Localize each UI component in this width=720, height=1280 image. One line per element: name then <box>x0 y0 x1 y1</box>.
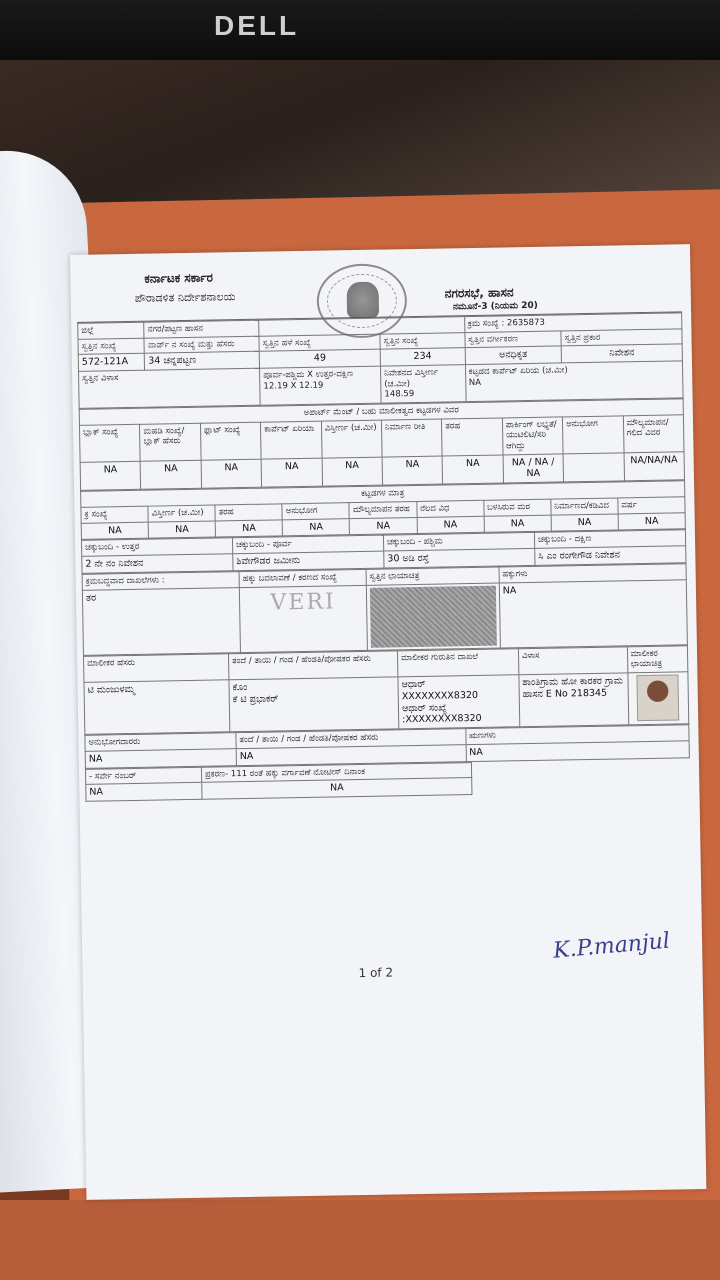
form-number: ನಮೂನೆ-3 (ನಿಯಮ 20) <box>452 300 538 313</box>
property-photo <box>370 585 497 647</box>
department-title: ಪೌರಾಡಳಿತ ನಿರ್ದೇಶನಾಲಯ <box>134 290 236 305</box>
table-header: ಮಾಲೀಕರ ಗುರುತಿನ ದಾಖಲೆ <box>398 648 519 676</box>
table-cell: NA <box>442 454 503 484</box>
id-type-2: ಆಧಾರ್ ಸಂಖ್ಯೆ <box>401 701 447 714</box>
id-number-2: :XXXXXXXX8320 <box>402 713 482 726</box>
survey-number-value: NA <box>86 783 202 802</box>
site-area-cell <box>380 365 465 403</box>
table-header: - ಸರ್ವೇ ನಂಬರ್ <box>85 767 201 785</box>
documents-table <box>82 563 688 655</box>
table-header: ತಂದೆ / ತಾಯಿ / ಗಂಡ / ಹೆಂಡತಿ/ಪೋಷಕರ ಹೆಸರು <box>236 729 466 749</box>
boundary-south: ಸಿ ಎಂ ರಂಗೇಗೌಡ ನಿವೇಶನ <box>535 546 686 566</box>
owner-photo-cell <box>627 672 688 726</box>
table-header: ತರಹ <box>442 418 503 456</box>
table-cell: NA <box>551 513 618 531</box>
document-header <box>76 252 682 323</box>
table-header: ಫ್ಲಾಟ್ ಸಂಖ್ಯೆ <box>200 422 261 460</box>
building-section-title: ಕಟ್ಟಡಗಳ ಮಾತ್ರ <box>81 481 685 507</box>
table-header: ವರ್ಷ <box>618 497 685 514</box>
table-header: ತಂದೆ / ತಾಯಿ / ಗಂಡ / ಹೆಂಡತಿ/ಪೋಷಕರ ಹೆಸರು <box>228 650 398 679</box>
government-title: ಕರ್ನಾಟಕ ಸರ್ಕಾರ <box>144 270 214 286</box>
property-document <box>70 244 706 1200</box>
relation-type: ಕೊಂ <box>232 681 248 693</box>
relative-name: ಕೆ ಟಿ ಪ್ರಭಾಕರ್ <box>232 693 279 705</box>
table-cell: NA <box>322 457 383 487</box>
boundary-north-label: ಚಕ್ಕುಬಂದಿ - ಉತ್ತರ <box>81 538 232 556</box>
table-header: ವಿಳಾಸ <box>518 646 627 674</box>
owner-relation-cell <box>229 677 399 732</box>
verify-watermark <box>239 585 367 652</box>
signature: K.P.manjul <box>552 928 671 964</box>
rights-value: NA <box>499 579 687 647</box>
property-number: 572-121A <box>78 353 145 371</box>
serial-number: ಕ್ರಮ ಸಂಖ್ಯೆ : 2635873 <box>464 313 682 332</box>
table-cell: NA <box>81 522 148 540</box>
table-header: ಋಣಗಳು <box>465 725 689 745</box>
table-header: ಅನುಭೋಗ <box>282 503 349 520</box>
table-header: ನಿರ್ಮಾಣದ/ಕಡಿವಿದ <box>551 498 618 515</box>
owner-id-cell <box>398 674 520 729</box>
table-header: ಬ್ಲಾಕ್ ಸಂಖ್ಯೆ <box>79 424 140 462</box>
table-cell: NA <box>282 518 349 536</box>
boundary-south-label: ಚಕ್ಕುಬಂದಿ - ದಕ್ಷಿಣ <box>534 530 685 548</box>
table-header: ಕಾರ್ಪೆಟ್ ಏರಿಯಾ <box>261 421 322 459</box>
table-cell: NA <box>618 512 685 530</box>
property-address-label: ಸ್ವತ್ತಿನ ವಿಳಾಸ <box>79 368 261 408</box>
ward-name: ಚನ್ನಪಟ್ಟಣ <box>163 355 197 367</box>
owner-photo <box>637 674 680 721</box>
table-row <box>82 579 687 655</box>
table-cell: NA <box>140 460 201 490</box>
table-cell: NA / NA / NA <box>503 453 564 483</box>
table-header: ಮಾಲೀಕರ ಛಾಯಾಚಿತ್ರ <box>627 645 688 672</box>
table-header: ಅನುಭೋಗದಾರರು <box>85 733 236 751</box>
monitor-bezel <box>0 0 720 60</box>
table-header: ನೆಲದ ವಿಧ <box>416 500 483 517</box>
table-header: ಸ್ವತ್ತಿನ ಹಳೆ ಸಂಖ್ಯೆ <box>259 334 380 352</box>
occupant-value: NA <box>85 749 236 769</box>
address-line-2: ಹಾಸನ E No 218345 <box>522 687 608 700</box>
property-no: 234 <box>380 348 465 366</box>
boundary-east: ಶಿವೇಗೌಡರ ಜಮೀನು <box>233 551 384 571</box>
district-label: ಜಿಲ್ಲೆ <box>78 322 145 339</box>
table-cell: NA <box>215 519 282 537</box>
site-area-value: 148.59 <box>384 389 415 400</box>
page-number: 1 of 2 <box>358 965 394 981</box>
dimensions-value: 12.19 X 12.19 <box>263 380 324 392</box>
table-cell: NA <box>350 517 417 535</box>
documents-label: ಕ್ರಮಬದ್ಧವಾದ ದಾಖಲೆಗಳು : <box>82 571 239 589</box>
property-classification: ಅನಧಿಕೃತ <box>465 346 562 365</box>
table-header: ಪ್ರಕರಣ- 111 ರಂತೆ ಹಕ್ಕು ವರ್ಗಾವಣೆ ನೋಟೀಸ್ ದಿನಾಂಕ <box>201 762 472 782</box>
city-council-title: ನಗರಸಭೆ, ಹಾಸನ <box>444 285 514 301</box>
dimension-label: ಪೂರ್ವ-ಪಶ್ಚಿಮ X ಉತ್ತರ-ದಕ್ಷಿಣ <box>263 369 354 381</box>
table-cell: NA <box>80 461 141 491</box>
owner-name: ಟಿ ಮಂಜುಳಮ್ಮ <box>84 680 230 735</box>
table-header: ಪಾರ್ಕಿಂಗ್ ಲಭ್ಯತೆ/ಯುಟಿಲಿಟಿ/ಸರಿ ಆಗಿದ್ದು <box>502 417 563 455</box>
boundary-west: 30 ಅಡಿ ರಸ್ತೆ <box>384 548 535 568</box>
carpet-area-value: NA <box>468 377 482 388</box>
table-header: ಸ್ವತ್ತಿನ ಪ್ರಕಾರ <box>561 328 682 346</box>
table-cell: NA <box>201 459 262 489</box>
notice-date-value: NA <box>202 778 473 800</box>
carpet-area-cell <box>465 361 683 402</box>
table-header: ನಿರ್ಮಾಣ ರೀತಿ <box>381 419 442 457</box>
verify-text: VERI <box>270 588 336 616</box>
ward-cell <box>145 351 260 370</box>
table-header: ಸ್ವತ್ತಿನ ವರ್ಗೀಕರಣ <box>464 331 561 348</box>
survey-table <box>85 762 473 802</box>
owner-table <box>83 645 689 735</box>
owner-address-cell <box>519 673 629 727</box>
table-header: ಮೌಲ್ಯಮಾಪನ ತರಹ <box>349 501 416 518</box>
site-area-label: ನಿವೇಶನದ ವಿಸ್ತೀರ್ಣ (ಚ.ಮೀ) <box>384 367 439 390</box>
apartment-section-title: ಅಪಾರ್ಟ್ ಮೆಂಟ್ / ಬಹು ಮಾಲೀಕತ್ವದ ಕಟ್ಟಡಗಳ ವಿವರ <box>79 399 683 425</box>
table-header: ಸ್ವತ್ತಿನ ಸಂಖ್ಯೆ <box>380 332 465 349</box>
table-header: ಮಹಡಿ ಸಂಖ್ಯೆ/ಬ್ಲಾಕ್ ಹೆಸರು <box>140 423 201 461</box>
table-cell: NA/NA/NA <box>624 451 685 481</box>
property-photo-cell <box>366 583 500 650</box>
table-cell: NA <box>417 516 484 534</box>
property-photo-label: ಸ್ವತ್ತಿನ ಛಾಯಾಚಿತ್ರ <box>366 567 499 585</box>
emblem-icon <box>347 282 380 319</box>
occupant-relative-value: NA <box>236 745 466 766</box>
rights-label: ಹಕ್ಕುಗಳು <box>499 564 687 583</box>
boundary-west-label: ಚಕ್ಕುಬಂದಿ - ಪಶ್ಚಿಮ <box>383 533 534 551</box>
ward-number: 34 <box>148 355 161 367</box>
boundary-east-label: ಚಕ್ಕುಬಂದಿ - ಪೂರ್ವ <box>232 535 383 553</box>
table-header: ಕ್ರ ಸಂಖ್ಯೆ <box>81 506 148 523</box>
table-header: ವಿಸ್ತೀರ್ಣ (ಚ.ಮೀ) <box>321 420 382 458</box>
table-cell <box>563 452 624 482</box>
table-cell: NA <box>261 458 322 488</box>
table-header: ತರಹ <box>215 504 282 521</box>
table-cell: NA <box>148 521 215 539</box>
encumbrance-value: NA <box>466 741 690 762</box>
folder-edge <box>0 1200 720 1280</box>
old-property-number: 49 <box>259 349 380 368</box>
table-header: ಸ್ವತ್ತಿನ ಸಂಖ್ಯೆ <box>78 338 145 355</box>
table-header: ಮೌಲ್ಯಮಾಪನ/ಗಲಿದ ವಿವರ <box>623 414 684 452</box>
property-type: ನಿವೇಶನ <box>561 344 682 363</box>
apartment-table <box>79 398 685 491</box>
table-header: ವಾರ್ಡ್ ನ ಸಂಖ್ಯೆ ಮತ್ತು ಹೆಸರು <box>144 336 259 354</box>
table-header: ಬಳಸಿರುವ ಮರ <box>483 499 550 516</box>
table-cell: NA <box>382 456 443 486</box>
carpet-area-label: ಕಟ್ಟಡದ ಕಾರ್ಪೆಟ್ ಏರಿಯ (ಚ.ಮೀ) <box>468 365 568 378</box>
table-header: ವಿಸ್ತೀರ್ಣ (ಚ.ಮೀ) <box>148 505 215 522</box>
address-line-1: ಶಾಂತಿಗ್ರಾಮ ಹೋ ಕಾರಕರ ಗ್ರಾಮ <box>522 675 623 688</box>
dimensions-cell <box>260 366 381 405</box>
mutation-label: ಹಕ್ಕು ಬದಲಾವಣೆ / ಕರಣದ ಸಂಖ್ಯೆ <box>239 569 366 587</box>
boundary-north: 2 ನೇ ನಂ ನಿವೇಶನ <box>82 554 233 574</box>
town-label: ನಗರ/ಪಟ್ಟಣ ಹಾಸನ <box>144 320 259 338</box>
table-header: ಅನುಭೋಗ <box>563 416 624 454</box>
document-type: ತರ <box>82 587 240 655</box>
monitor-brand-logo: DELL <box>214 10 300 41</box>
id-type: ಆಧಾರ್ <box>401 678 426 691</box>
table-header: ಮಾಲೀಕರ ಹೆಸರು <box>83 653 228 682</box>
table-cell: NA <box>484 515 551 533</box>
id-number: XXXXXXXX8320 <box>401 689 479 702</box>
